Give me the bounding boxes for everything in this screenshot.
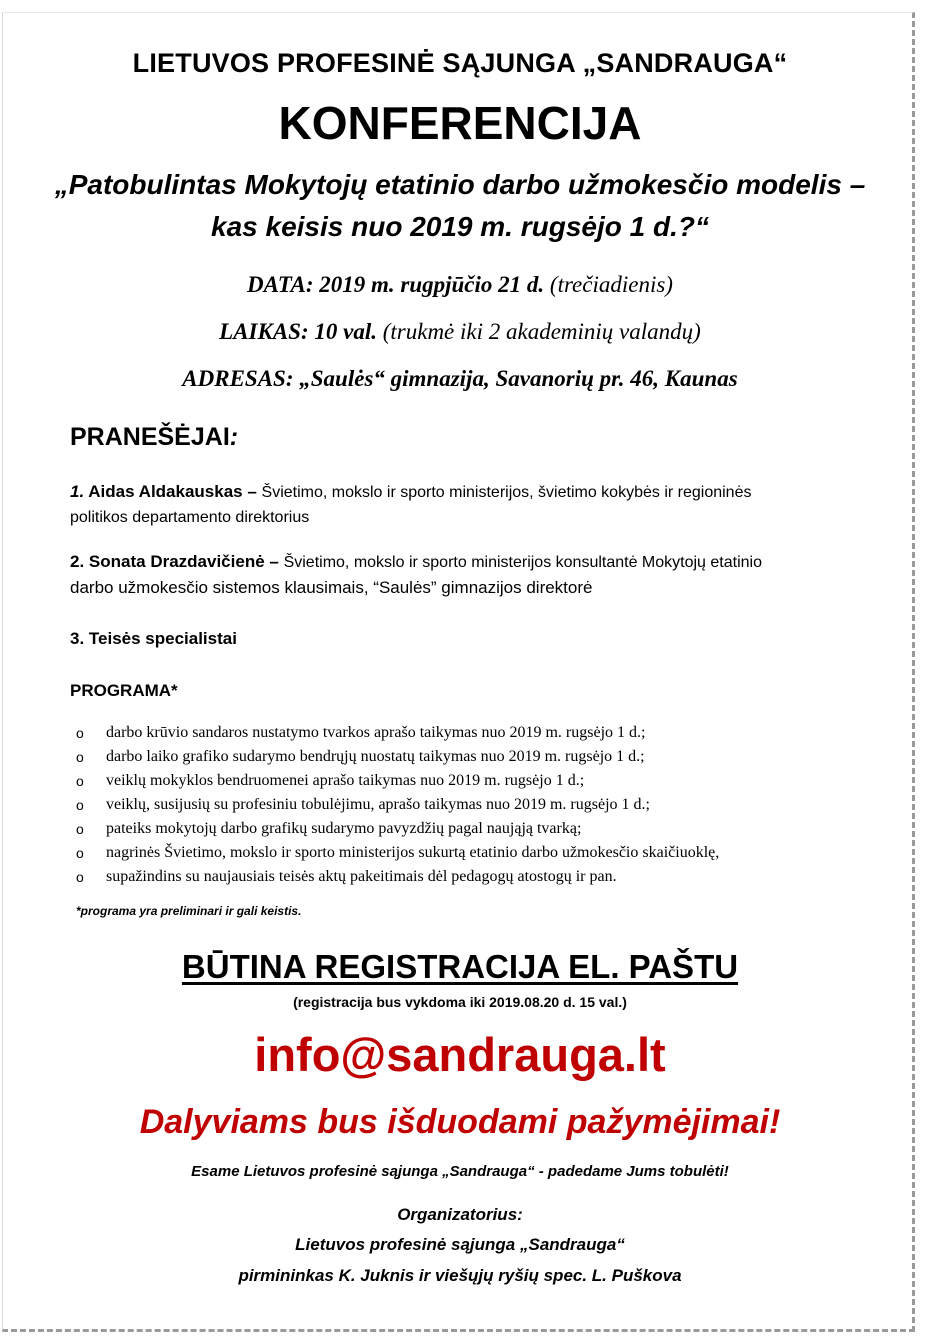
conference-subtitle-line-2: kas keisis nuo 2019 m. rugsėjo 1 d.?“ xyxy=(211,211,709,242)
speaker-role-line-2: darbo užmokesčio sistemos klausimais, “Saulės” gimnazijos direktorė xyxy=(70,578,593,597)
speaker-number: 1. xyxy=(70,482,85,501)
date-note: (trečiadienis) xyxy=(549,272,673,297)
circle-bullet-icon: o xyxy=(76,821,84,837)
conference-subtitle-line-1: „Patobulintas Mokytojų etatinio darbo užmokesčio modelis – xyxy=(54,169,866,200)
speaker-role-line-1: Švietimo, mokslo ir sporto ministerijos konsultantė Mokytojų etatinio xyxy=(283,554,762,571)
circle-bullet-icon: o xyxy=(76,773,84,789)
speakers-heading-text: PRANEŠĖJAI xyxy=(70,423,230,451)
program-item-text: veiklų, susijusių su profesiniu tobulėjimu, aprašo taikymas nuo 2019 m. rugsėjo 1 d.; xyxy=(106,796,650,813)
organizer-name: Lietuvos profesinė sąjunga „Sandrauga“ xyxy=(295,1235,625,1254)
speaker-name: Sonata Drazdavičienė xyxy=(88,552,265,571)
program-item-text: darbo krūvio sandaros nustatymo tvarkos aprašo taikymas nuo 2019 m. rugsėjo 1 d.; xyxy=(106,724,646,741)
organization-title: LIETUVOS PROFESINĖ SĄJUNGA „SANDRAUGA“ xyxy=(132,48,788,78)
program-note: *programa yra preliminari ir gali keistis. xyxy=(76,904,302,918)
program-list xyxy=(76,721,719,889)
speaker-name: Aidas Aldakauskas xyxy=(88,482,243,501)
speakers-heading-colon: : xyxy=(229,423,239,451)
program-item-text: nagrinės Švietimo, mokslo ir sporto ministerijos sukurtą etatinio darbo užmokesčio skaičiuoklę, xyxy=(106,844,720,861)
speaker-dash: – xyxy=(264,552,284,571)
speaker-item-1 xyxy=(70,479,898,530)
program-item xyxy=(76,769,719,793)
time-note: (trukmė iki 2 akademinių valandų) xyxy=(382,319,701,344)
time-label: LAIKAS: 10 val. xyxy=(219,319,377,344)
program-item-text: pateiks mokytojų darbo grafikų sudarymo pavyzdžių pagal naująją tvarką; xyxy=(106,820,582,837)
certificates-notice: Dalyviams bus išduodami pažymėjimai! xyxy=(139,1103,781,1141)
program-item xyxy=(76,793,719,817)
circle-bullet-icon: o xyxy=(76,797,84,813)
organizer-persons: pirmininkas K. Juknis ir viešųjų ryšių spec. L. Puškova xyxy=(238,1266,682,1285)
date-label: DATA: 2019 m. rugpjūčio 21 d. xyxy=(247,272,545,297)
time-line xyxy=(0,319,920,345)
conference-title: KONFERENCIJA xyxy=(278,97,642,149)
program-item xyxy=(76,721,719,745)
program-item-text: veiklų mokyklos bendruomenei aprašo taikymas nuo 2019 m. rugsėjo 1 d.; xyxy=(106,772,585,789)
circle-bullet-icon: o xyxy=(76,749,84,765)
program-item-text: supažindins su naujausiais teisės aktų pakeitimais dėl pedagogų atostogų ir pan. xyxy=(106,868,617,885)
date-line xyxy=(0,272,920,298)
speakers-heading xyxy=(70,423,238,452)
speaker-number: 2. xyxy=(70,552,85,571)
slogan: Esame Lietuvos profesinė sąjunga „Sandrauga“ - padedame Jums tobulėti! xyxy=(191,1163,729,1180)
speaker-role-line-1: Švietimo, mokslo ir sporto ministerijos, švietimo kokybės ir regioninės xyxy=(261,484,752,501)
registration-email-link[interactable]: info@sandrauga.lt xyxy=(254,1028,666,1081)
circle-bullet-icon: o xyxy=(76,869,84,885)
program-item xyxy=(76,745,719,769)
organizer-label: Organizatorius: xyxy=(397,1205,523,1224)
circle-bullet-icon: o xyxy=(76,845,84,861)
address-line: ADRESAS: „Saulės“ gimnazija, Savanorių pr. 46, Kaunas xyxy=(182,366,738,391)
speaker-role-line-2: politikos departamento direktorius xyxy=(70,509,310,526)
registration-title: BŪTINA REGISTRACIJA EL. PAŠTU xyxy=(181,948,739,985)
registration-deadline: (registracija bus vykdoma iki 2019.08.20 d. 15 val.) xyxy=(293,994,627,1010)
speaker-item-2 xyxy=(70,549,898,601)
program-item xyxy=(76,865,719,889)
program-heading: PROGRAMA* xyxy=(70,681,178,700)
program-item xyxy=(76,841,719,865)
circle-bullet-icon: o xyxy=(76,725,84,741)
speaker-dash: – xyxy=(242,482,262,501)
program-item xyxy=(76,817,719,841)
program-item-text: darbo laiko grafiko sudarymo bendrųjų nuostatų taikymas nuo 2019 m. rugsėjo 1 d.; xyxy=(106,748,645,765)
speaker-item-3: 3. Teisės specialistai xyxy=(70,629,237,648)
